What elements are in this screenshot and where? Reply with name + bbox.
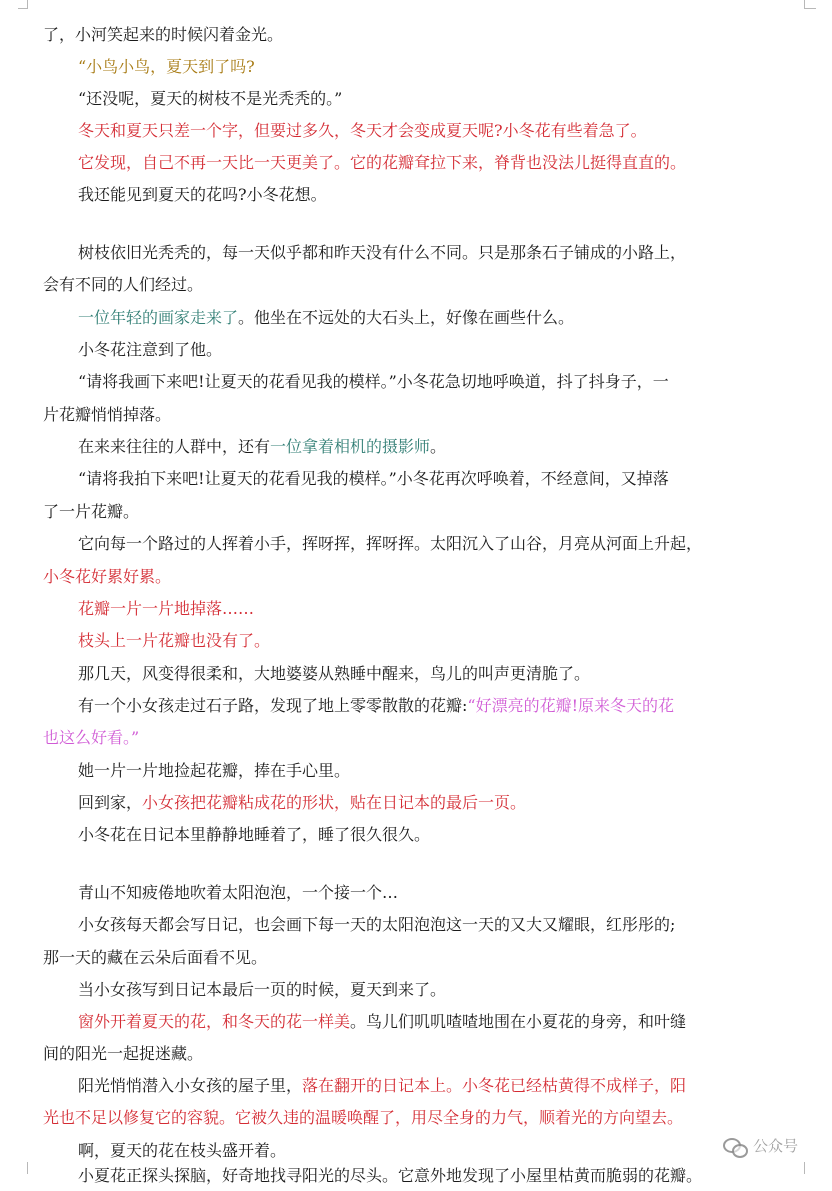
text-segment: 。他坐在不远处的大石头上，好像在画些什么。 (238, 308, 575, 327)
corner-mark-bottom-left (27, 1162, 28, 1174)
text-line (43, 497, 728, 527)
text-segment: 花瓣一片一片地掉落…… (78, 599, 255, 618)
corner-mark-bottom-right (804, 1162, 805, 1174)
text-line (78, 464, 728, 494)
text-segment: “请将我画下来吧!让夏天的花看见我的模样。”小冬花急切地呼唤道，抖了抖身子，一 (78, 372, 669, 391)
wechat-icon (723, 1136, 747, 1156)
text-segment: 那一天的藏在云朵后面看不见。 (43, 948, 268, 967)
text-segment: “好漂亮的花瓣!原来冬天的花 (467, 696, 675, 715)
text-segment: 一位年轻的画家走来了 (78, 308, 239, 327)
text-segment: 也这么好看。” (43, 728, 140, 747)
text-segment: 它发现，自己不再一天比一天更美了。它的花瓣耷拉下来，脊背也没法儿挺得直直的。 (78, 153, 687, 172)
text-segment: “小鸟小鸟，夏天到了吗? (78, 57, 255, 76)
text-line (78, 335, 728, 365)
text-line (43, 270, 728, 300)
text-line (78, 910, 728, 940)
text-line (78, 52, 728, 82)
text-segment: 光也不足以修复它的容貌。它被久违的温暖唤醒了，用尽全身的力气，顺着光的方向望去。 (43, 1108, 684, 1127)
text-segment: “请将我拍下来吧!让夏天的花看见我的模样。”小冬花再次呼唤着，不经意间，又掉落 (78, 469, 669, 488)
text-line (43, 943, 728, 973)
text-segment: 树枝依旧光秃秃的，每一天似乎都和昨天没有什么不同。只是那条石子铺成的小路上， (78, 243, 687, 262)
text-line (78, 878, 728, 908)
text-segment: 小夏花正探头探脑，好奇地找寻阳光的尽头。它意外地发现了小屋里枯黄而脆弱的花瓣。 (78, 1166, 703, 1185)
text-line (78, 1071, 728, 1101)
text-line (78, 1161, 728, 1191)
text-line (43, 562, 728, 592)
text-line (78, 529, 728, 559)
text-segment: 啊，夏天的花在枝头盛开着。 (78, 1141, 287, 1160)
text-segment: 片花瓣悄悄掉落。 (43, 405, 172, 424)
text-line (78, 84, 728, 114)
text-segment: 小女孩每天都会写日记，也会画下每一天的太阳泡泡这一天的又大又耀眼，红彤彤的; (78, 915, 676, 934)
text-line (78, 626, 728, 656)
text-segment: 小女孩把花瓣粘成花的形状，贴在日记本的最后一页。 (142, 793, 527, 812)
text-line (78, 659, 728, 689)
text-line (43, 723, 728, 753)
text-line (43, 400, 728, 430)
watermark-text: 公众号 (752, 1137, 798, 1155)
text-segment: 一位拿着相机的摄影师 (270, 437, 431, 456)
text-line (78, 820, 728, 850)
text-segment: 小冬花好累好累。 (43, 567, 172, 586)
text-segment: 。鸟儿们叽叽喳喳地围在小夏花的身旁，和叶缝 (350, 1012, 687, 1031)
text-line (78, 594, 728, 624)
text-segment: 青山不知疲倦地吹着太阳泡泡，一个接一个… (78, 883, 399, 902)
text-line (78, 148, 728, 178)
text-line (78, 303, 728, 333)
text-line (78, 788, 728, 818)
text-line (78, 975, 728, 1005)
text-line (78, 691, 728, 721)
text-segment: 枝头上一片花瓣也没有了。 (78, 631, 271, 650)
corner-mark-top-left-v (27, 0, 28, 8)
text-segment: 她一片一片地捡起花瓣，捧在手心里。 (78, 761, 351, 780)
corner-mark-top-right-h (804, 8, 816, 9)
text-line (78, 1007, 728, 1037)
text-segment: 它向每一个路过的人挥着小手，挥呀挥，挥呀挥。太阳沉入了山谷，月亮从河面上升起， (78, 534, 703, 553)
text-segment: 窗外开着夏天的花，和冬天的花一样美 (78, 1012, 351, 1031)
text-segment: 有一个小女孩走过石子路，发现了地上零零散散的花瓣: (78, 696, 468, 715)
text-segment: 当小女孩写到日记本最后一页的时候，夏天到来了。 (78, 980, 447, 999)
text-line (78, 116, 728, 146)
text-segment: 阳光悄悄潜入小女孩的屋子里， (78, 1076, 303, 1095)
text-segment: 了，小河笑起来的时候闪着金光。 (43, 25, 284, 44)
text-segment: 我还能见到夏天的花吗?小冬花想。 (78, 185, 327, 204)
corner-mark-top-right-v (804, 0, 805, 8)
text-line (78, 756, 728, 786)
text-segment: 小冬花注意到了他。 (78, 340, 223, 359)
text-segment: 在来来往往的人群中，还有 (78, 437, 271, 456)
text-line (78, 367, 728, 397)
text-segment: 小冬花在日记本里静静地睡着了，睡了很久很久。 (78, 825, 431, 844)
text-line (78, 238, 728, 268)
text-line (43, 1039, 728, 1069)
text-segment: 那几天，风变得很柔和，大地婆婆从熟睡中醒来，鸟儿的叫声更清脆了。 (78, 664, 591, 683)
text-segment: 间的阳光一起捉迷藏。 (43, 1044, 204, 1063)
text-segment: 。 (430, 437, 447, 456)
text-segment: 了一片花瓣。 (43, 502, 140, 521)
text-line (78, 432, 728, 462)
text-segment: 落在翻开的日记本上。小冬花已经枯黄得不成样子，阳 (302, 1076, 687, 1095)
text-segment: 会有不同的人们经过。 (43, 275, 204, 294)
corner-mark-top-left-h (18, 8, 28, 9)
text-line (43, 1103, 728, 1133)
text-segment: 冬天和夏天只差一个字，但要过多久，冬天才会变成夏天呢?小冬花有些着急了。 (78, 121, 647, 140)
text-line (43, 20, 728, 50)
watermark (723, 1135, 798, 1156)
text-segment: 回到家， (78, 793, 143, 812)
text-line (78, 180, 728, 210)
text-segment: “还没呢，夏天的树枝不是光秃秃的。” (78, 89, 343, 108)
